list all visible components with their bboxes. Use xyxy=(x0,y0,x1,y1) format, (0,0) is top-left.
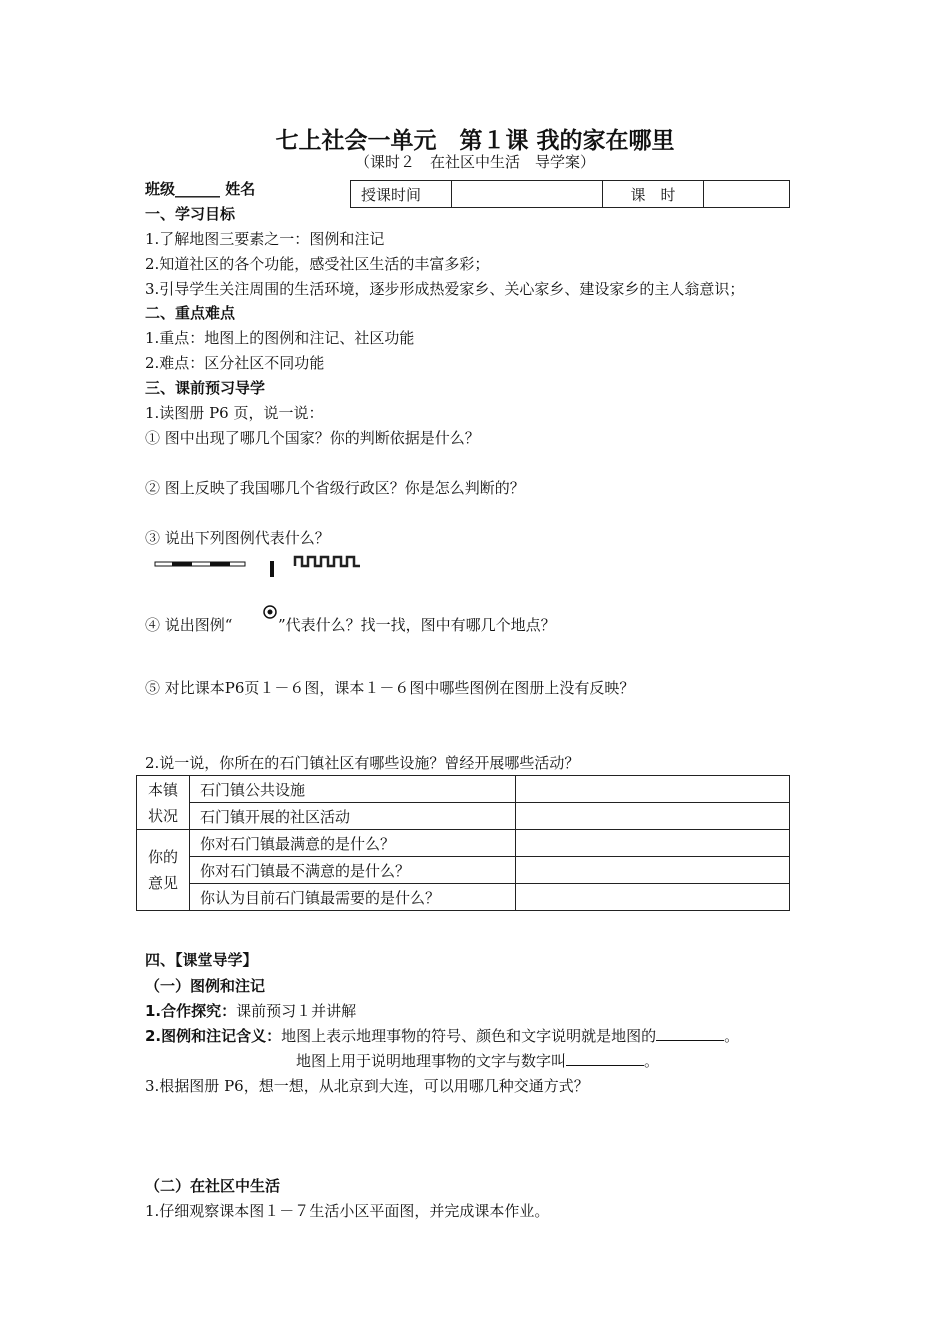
page-subtitle: （课时２ 在社区中生活 导学案） xyxy=(354,153,595,171)
preview-intro: 1.读图册 P6 页，说一说： xyxy=(145,404,324,422)
lesson-period-label: 课 时 xyxy=(603,181,704,208)
table-row-label: 石门镇开展的社区活动 xyxy=(190,803,516,830)
map-legend-symbols xyxy=(150,552,380,582)
part2-heading: （二）在社区中生活 xyxy=(145,1177,281,1195)
question-4 xyxy=(145,614,556,635)
table-answer-cell xyxy=(516,776,790,803)
objective-1: 1.了解地图三要素之一：图例和注记 xyxy=(145,230,385,248)
question-3: ③ 说出下列图例代表什么？ xyxy=(145,529,330,547)
class-item-1 xyxy=(145,1000,356,1021)
city-legend-icon xyxy=(262,604,278,620)
lesson-time-label: 授课时间 xyxy=(351,181,452,208)
class-item-3: 3.根据图册 P6，想一想，从北京到大连，可以用哪几种交通方式？ xyxy=(145,1077,589,1095)
class-item-4: 1.仔细观察课本图１－７生活小区平面图，并完成课本作业。 xyxy=(145,1202,550,1220)
class-item-2b xyxy=(296,1050,659,1071)
class-item-2 xyxy=(145,1025,739,1046)
section4-heading: 四、【课堂导学】 xyxy=(145,951,258,969)
table-row-label: 你认为目前石门镇最需要的是什么？ xyxy=(190,884,516,911)
class-item-1-text: 课前预习１并讲解 xyxy=(236,1002,357,1020)
great-wall-legend-icon xyxy=(295,557,360,566)
class-item-2-label: 2.图例和注记含义： xyxy=(145,1027,282,1045)
fill-blank-2[interactable] xyxy=(566,1051,644,1066)
key-point: 1.重点：地图上的图例和注记、社区功能 xyxy=(145,329,415,347)
objective-2: 2.知道社区的各个功能，感受社区生活的丰富多彩； xyxy=(145,255,490,273)
table-row-label: 你对石门镇最满意的是什么？ xyxy=(190,830,516,857)
boundary-legend-icon xyxy=(270,561,274,577)
table-answer-cell xyxy=(516,830,790,857)
class-item-1-label: 1.合作探究： xyxy=(145,1002,237,1020)
town-survey-table xyxy=(136,775,790,911)
page-title: 七上社会一单元 第１课 我的家在哪里 xyxy=(275,128,675,154)
railway-legend-icon xyxy=(155,562,245,566)
section2-heading: 二、重点难点 xyxy=(145,304,236,322)
table-row-label: 你对石门镇最不满意的是什么？ xyxy=(190,857,516,884)
question-4-before: ④ 说出图例“ xyxy=(145,616,233,634)
lesson-time-value xyxy=(452,181,603,208)
class-item-2-text: 地图上表示地理事物的符号、颜色和文字说明就是地图的 xyxy=(281,1027,657,1045)
lesson-period-value xyxy=(704,181,790,208)
table-answer-cell xyxy=(516,857,790,884)
question-1: ① 图中出现了哪几个国家？你的判断依据是什么？ xyxy=(145,429,480,447)
table-row-label: 石门镇公共设施 xyxy=(190,776,516,803)
class-item-2b-end: 。 xyxy=(644,1052,660,1070)
difficult-point: 2.难点：区分社区不同功能 xyxy=(145,354,325,372)
fill-blank-1[interactable] xyxy=(656,1026,724,1041)
question-5: ⑤ 对比课本P6页１－６图，课本１－６图中哪些图例在图册上没有反映？ xyxy=(145,679,635,697)
lesson-time-table xyxy=(350,180,790,208)
section3-heading: 三、课前预习导学 xyxy=(145,379,266,397)
your-opinion-header: 你的意见 xyxy=(137,830,190,911)
class-item-2b-text: 地图上用于说明地理事物的文字与数字叫 xyxy=(296,1052,567,1070)
class-item-2-end: 。 xyxy=(724,1027,740,1045)
question-2: ② 图上反映了我国哪几个省级行政区？你是怎么判断的？ xyxy=(145,479,525,497)
objective-3: 3.引导学生关注周围的生活环境，逐步形成热爱家乡、关心家乡、建设家乡的主人翁意识； xyxy=(145,280,745,298)
town-status-header: 本镇状况 xyxy=(137,776,190,830)
class-name-line: 班级______ 姓名 xyxy=(145,180,256,198)
question-6: 2.说一说，你所在的石门镇社区有哪些设施？曾经开展哪些活动？ xyxy=(145,754,580,772)
question-4-after: ”代表什么？找一找，图中有哪几个地点？ xyxy=(278,616,556,634)
part1-heading: （一）图例和注记 xyxy=(145,977,266,995)
section1-heading: 一、学习目标 xyxy=(145,205,236,223)
table-answer-cell xyxy=(516,803,790,830)
table-answer-cell xyxy=(516,884,790,911)
